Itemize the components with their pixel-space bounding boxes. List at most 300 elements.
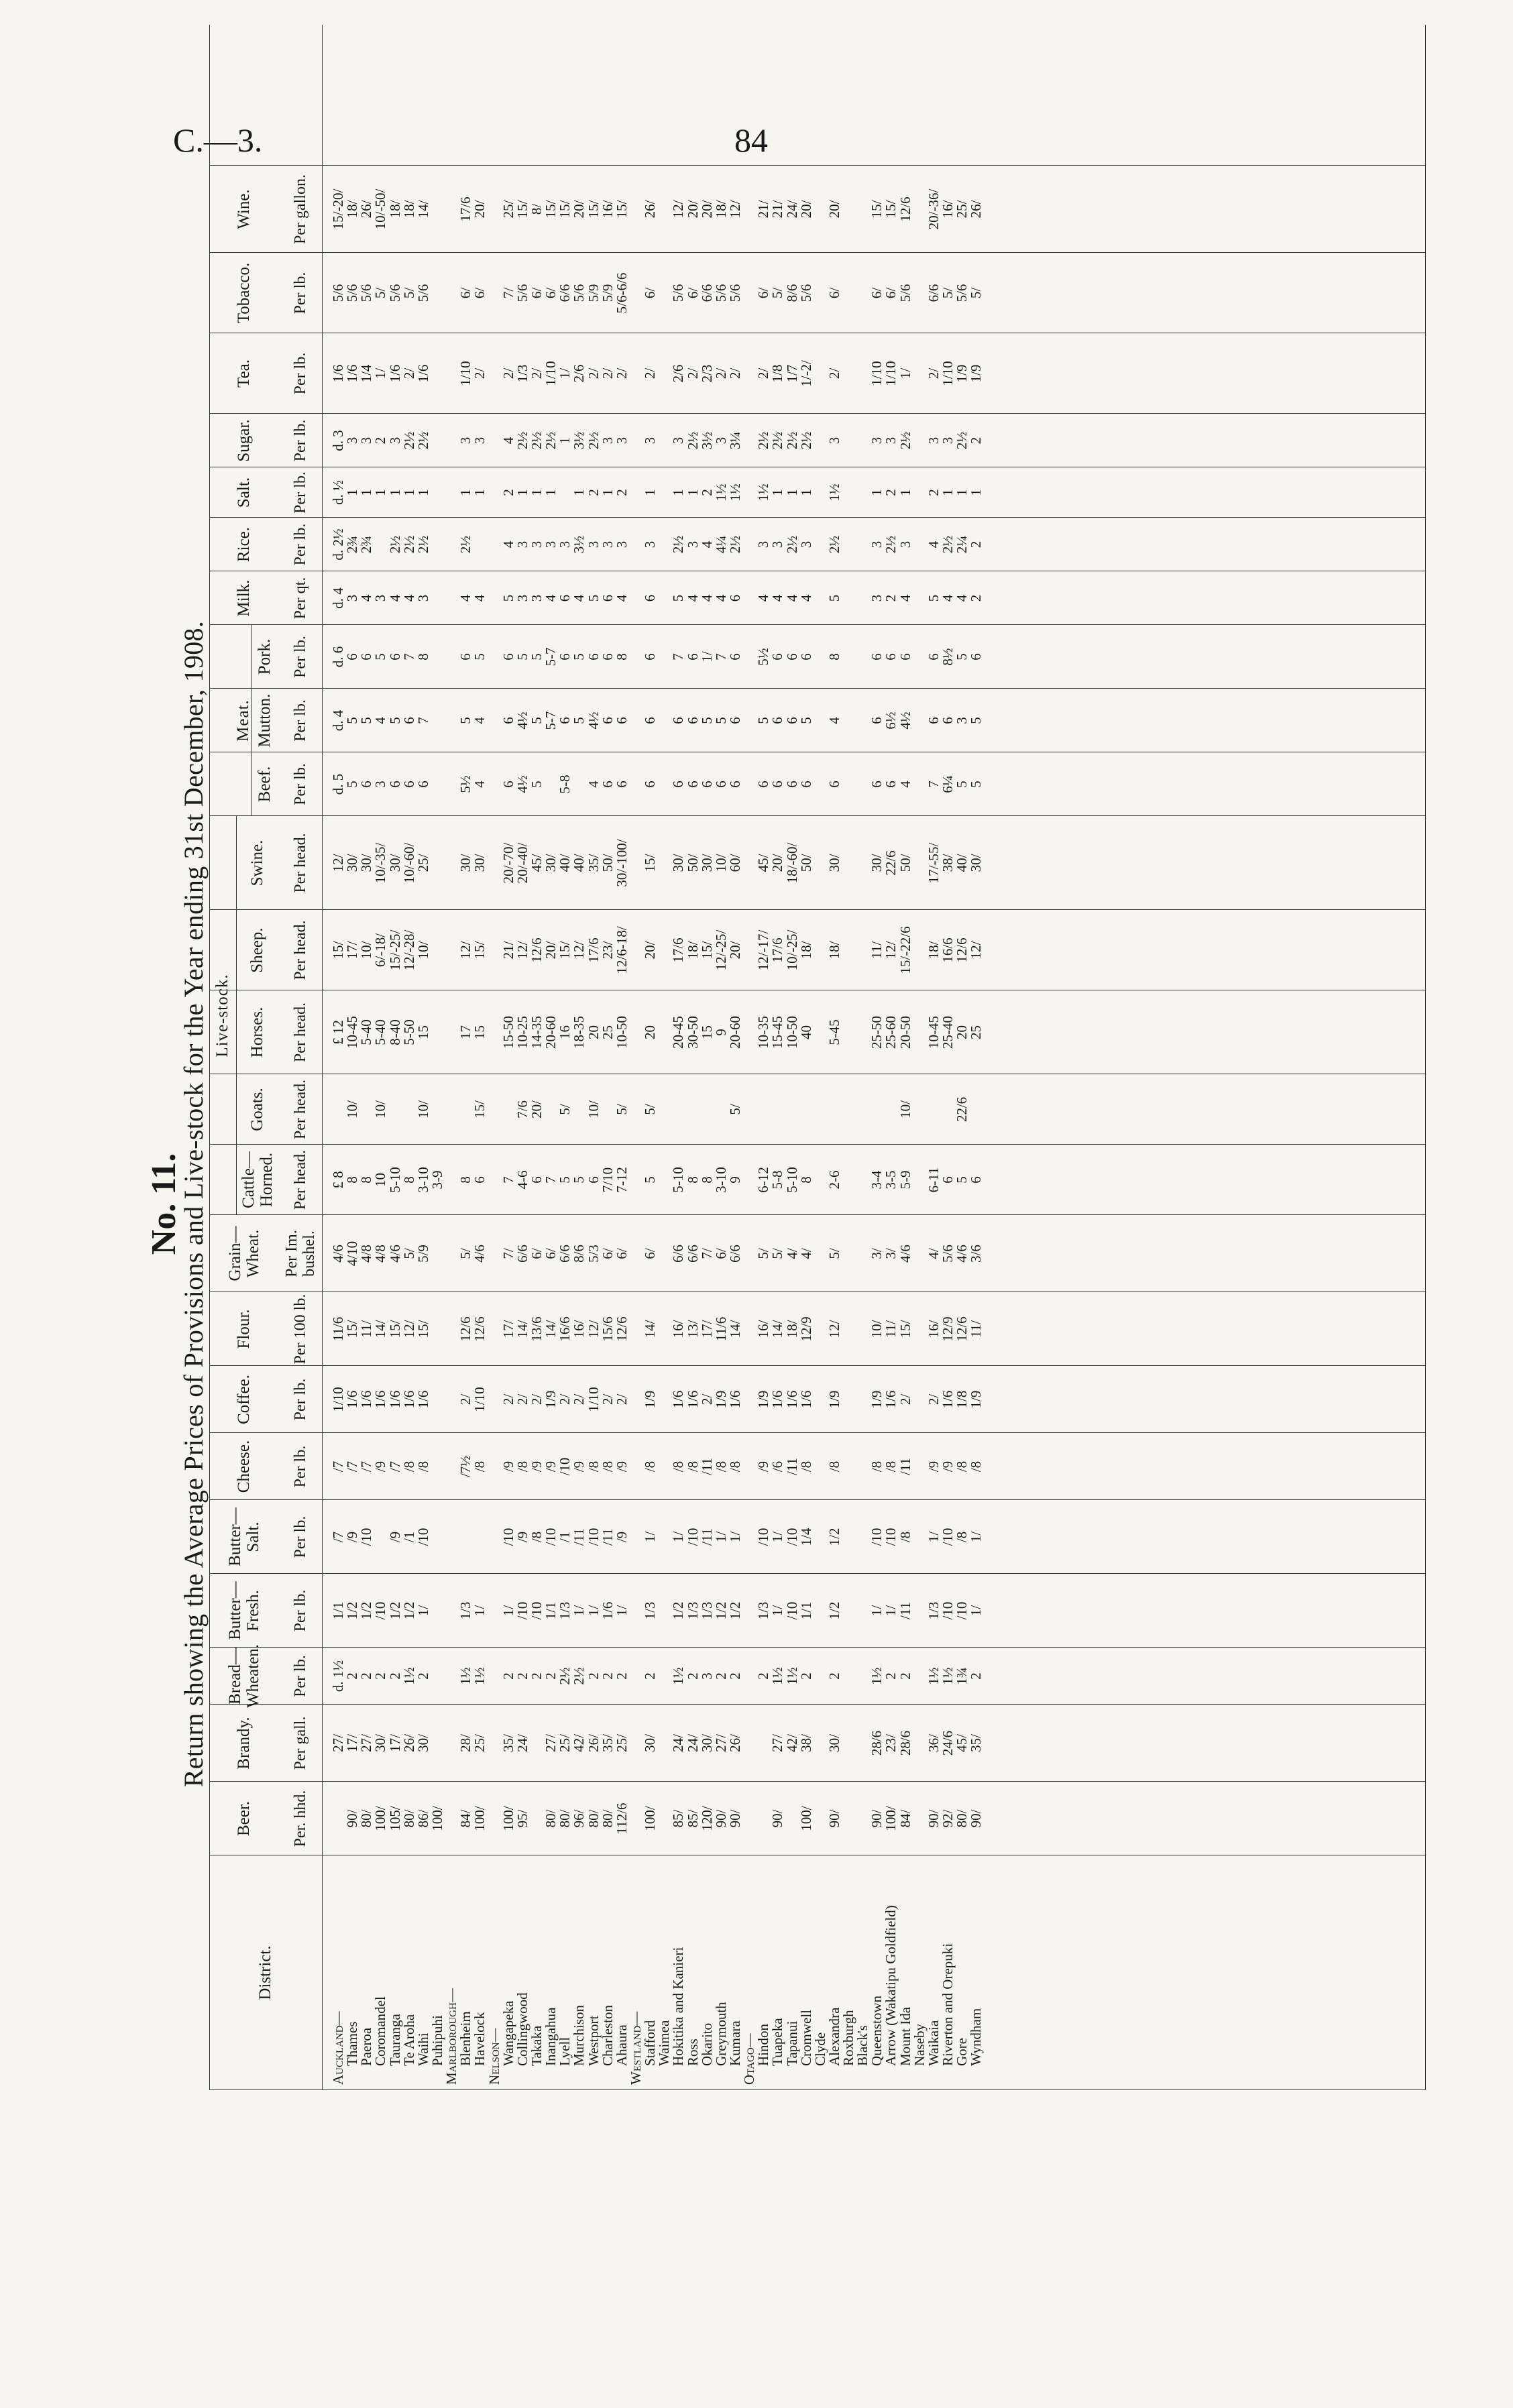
table-cell: 1/ <box>968 1605 985 1617</box>
table-cell: 1/ <box>726 1531 743 1543</box>
table-cell: 20/ <box>769 854 786 872</box>
table-cell: 4/10 <box>344 1241 361 1267</box>
table-cell: /9 <box>755 1460 772 1473</box>
table-cell: 12/ <box>883 941 899 960</box>
table-cell: 1 <box>386 489 403 496</box>
table-cell: 30/ <box>968 854 985 872</box>
table-cell: 18/ <box>826 941 842 960</box>
table-cell: /10 <box>500 1528 516 1546</box>
table-cell: 2 <box>968 594 985 602</box>
table-cell: 2 <box>358 1672 375 1680</box>
table-cell: 11/ <box>868 941 885 960</box>
table-cell: 2/ <box>471 367 488 380</box>
table-cell: 9 <box>726 1176 743 1184</box>
table-cell: 6 <box>968 1176 985 1184</box>
table-cell: 2 <box>883 594 899 602</box>
table-cell: 2/ <box>585 367 602 380</box>
table-cell: 10 <box>372 1173 389 1187</box>
table-cell: 6/ <box>599 1248 616 1259</box>
table-cell: 6 <box>386 781 403 788</box>
column-unit: Per lb. <box>291 352 309 395</box>
table-cell: 12/6-18/ <box>613 926 630 974</box>
table-cell: 6 <box>642 594 659 602</box>
table-cell: 3 <box>471 437 488 445</box>
table-cell: 7/ <box>500 287 516 299</box>
table-cell: /8 <box>528 1531 545 1543</box>
table-cell: 15/ <box>330 941 346 960</box>
table-cell: 2 <box>684 1672 701 1680</box>
table-cell: 6 <box>400 781 417 788</box>
table-cell: 2½ <box>528 431 545 450</box>
table-cell: 1/2 <box>826 1528 842 1546</box>
column-unit: Per head. <box>291 1079 309 1140</box>
table-cell: 4 <box>954 594 970 602</box>
district-name: Puhipuhi <box>429 2015 445 2066</box>
table-cell: 1 <box>783 489 800 496</box>
table-cell: 6/ <box>471 287 488 299</box>
column-header: Beer. <box>235 1800 254 1837</box>
table-cell: 12/6 <box>954 1316 970 1342</box>
table-cell: 5/ <box>755 1248 772 1259</box>
table-cell: /10 <box>868 1528 885 1546</box>
table-cell: /8 <box>471 1460 488 1473</box>
table-cell: 10-45 <box>925 1016 942 1049</box>
table-cell: 5/ <box>613 1104 630 1115</box>
table-cell: 25-60 <box>883 1016 899 1049</box>
table-cell: 5/6 <box>386 284 403 302</box>
column-header: Horses. <box>248 1007 267 1058</box>
table-cell: /11 <box>571 1528 587 1546</box>
region-name: Marlborough— <box>443 1988 460 2085</box>
table-cell: 3-10 <box>712 1167 729 1193</box>
table-cell: 2½ <box>769 431 786 450</box>
table-cell: 35/ <box>968 1734 985 1752</box>
table-cell: 1/6 <box>783 1390 800 1409</box>
table-cell: 1/8 <box>769 364 786 383</box>
table-cell: 2½ <box>585 431 602 450</box>
column-unit: Per lb. <box>291 1655 309 1697</box>
table-cell: /11 <box>698 1528 715 1546</box>
table-cell: 4 <box>797 594 814 602</box>
table-cell: 1 <box>642 489 659 496</box>
column-header: Coffee. <box>235 1375 254 1424</box>
column-header: Grain— Wheat. <box>226 1226 262 1281</box>
table-cell: 7/10 <box>599 1167 616 1193</box>
table-cell: /8 <box>585 1460 602 1473</box>
table-cell: 4 <box>471 781 488 788</box>
table-cell: 2½ <box>670 535 687 554</box>
table-cell: 50/ <box>599 854 616 872</box>
table-cell: 1/9 <box>642 1390 659 1409</box>
table-cell: 6 <box>457 653 474 661</box>
table-cell: 80/ <box>954 1809 970 1828</box>
table-cell: 8½ <box>940 648 956 666</box>
table-cell: 5/ <box>400 1248 417 1259</box>
table-cell: 35/ <box>585 854 602 872</box>
table-cell: 7/6 <box>514 1100 530 1119</box>
table-cell: 3 <box>613 540 630 549</box>
table-cell: 1 <box>954 489 970 496</box>
table-cell: 17/ <box>698 1320 715 1338</box>
table-cell: 1/6 <box>684 1390 701 1409</box>
table-cell: 5 <box>642 1176 659 1184</box>
column-header: Flour. <box>235 1309 254 1349</box>
table-cell: 10/ <box>585 1100 602 1119</box>
table-cell: 28/6 <box>897 1730 913 1756</box>
table-cell: 2 <box>826 1672 842 1680</box>
table-cell: 1½ <box>712 483 729 502</box>
district-name: Thames <box>344 2021 361 2066</box>
table-cell: 20 <box>954 1025 970 1039</box>
table-cell: 5/6 <box>344 284 361 302</box>
table-cell: /8 <box>883 1460 899 1473</box>
table-cell: 6 <box>726 653 743 661</box>
value-column <box>331 333 983 414</box>
table-cell: 24/ <box>670 1734 687 1752</box>
table-cell: 4 <box>457 594 474 602</box>
table-cell: 2 <box>514 1672 530 1680</box>
table-cell: 1/2 <box>826 1601 842 1620</box>
table-cell: 40/ <box>571 854 587 872</box>
table-cell: 22/6 <box>954 1096 970 1123</box>
table-cell: 15/6 <box>599 1316 616 1342</box>
table-cell: 5/ <box>826 1248 842 1259</box>
table-cell: /8 <box>968 1460 985 1473</box>
table-cell: 40/ <box>557 854 573 872</box>
table-cell: 2 <box>500 1672 516 1680</box>
table-cell: 4 <box>372 717 389 724</box>
table-cell: 2½ <box>826 535 842 554</box>
column-header: Tobacco. <box>235 262 254 324</box>
table-cell: 30-50 <box>684 1016 701 1049</box>
column-unit: Per gallon. <box>291 174 309 244</box>
value-column <box>331 625 983 689</box>
table-cell: 10/ <box>897 1100 913 1119</box>
value-column <box>331 1145 983 1215</box>
table-cell: 30/ <box>358 854 375 872</box>
table-cell: 7 <box>414 717 431 724</box>
district-name: Alexandra <box>826 2007 842 2066</box>
table-cell: 4 <box>897 594 913 602</box>
table-cell: 1/ <box>585 1605 602 1617</box>
table-cell: 13/ <box>684 1320 701 1338</box>
table-cell: 3½ <box>571 431 587 450</box>
table-cell: 1 <box>414 489 431 496</box>
table-cell: 1/6 <box>344 364 361 383</box>
table-cell: 2 <box>386 1672 403 1680</box>
table-cell: 5 <box>358 717 375 724</box>
table-cell: 15/ <box>386 1320 403 1338</box>
table-cell: 10/ <box>414 1100 431 1119</box>
district-name: Tuapeka <box>769 2018 786 2066</box>
table-cell: 1/ <box>769 1531 786 1543</box>
table-cell: 1/6 <box>769 1390 786 1409</box>
table-cell: 1 <box>797 489 814 496</box>
table-cell: 8-40 <box>386 1019 403 1045</box>
table-cell: 1 <box>769 489 786 496</box>
table-cell: 3 <box>599 437 616 445</box>
table-cell: 1/ <box>968 1531 985 1543</box>
table-cell: /10 <box>585 1528 602 1546</box>
table-cell: 2½ <box>557 1667 573 1685</box>
table-cell: 2¾ <box>358 535 375 554</box>
table-cell: 30/ <box>826 854 842 872</box>
table-cell: 8 <box>344 1176 361 1184</box>
table-cell: 1/9 <box>968 1390 985 1409</box>
table-cell: 16/6 <box>940 937 956 963</box>
table-cell: 5 <box>372 653 389 661</box>
table-cell: 1 <box>344 489 361 496</box>
table-cell: 3 <box>386 437 403 445</box>
table-cell: 100/ <box>797 1806 814 1831</box>
table-cell: 2 <box>613 1672 630 1680</box>
table-cell: 5-45 <box>826 1019 842 1045</box>
table-cell: 4/ <box>797 1248 814 1259</box>
value-column <box>331 689 983 752</box>
table-cell: 5/ <box>769 287 786 299</box>
table-cell: 17/-55/ <box>925 842 942 884</box>
column-unit: Per head. <box>291 1149 309 1210</box>
table-cell: 28/6 <box>868 1730 885 1756</box>
table-cell: 6 <box>868 781 885 788</box>
table-cell: /8 <box>954 1531 970 1543</box>
district-name: Riverton and Orepuki <box>940 1943 956 2066</box>
table-cell: 6 <box>883 653 899 661</box>
table-cell: 15/-20/ <box>330 188 346 230</box>
table-cell: /10 <box>684 1528 701 1546</box>
table-cell: 20/ <box>698 200 715 219</box>
table-cell: 22/6 <box>883 850 899 876</box>
table-cell: 2/ <box>571 1393 587 1406</box>
table-cell: 6 <box>797 653 814 661</box>
table-cell: 7/ <box>698 1248 715 1259</box>
table-cell: 1/10 <box>543 361 559 386</box>
table-cell: 17/ <box>500 1320 516 1338</box>
table-cell: 90/ <box>726 1809 743 1828</box>
table-cell: 5 <box>954 1176 970 1184</box>
table-cell: 15/ <box>883 200 899 219</box>
table-cell: 20/ <box>826 200 842 219</box>
table-cell: /9 <box>514 1531 530 1543</box>
table-cell: 6/ <box>543 287 559 299</box>
column-unit: Per lb. <box>291 636 309 678</box>
column-header: Goats. <box>248 1088 267 1131</box>
district-name: Murchison <box>571 2005 587 2066</box>
district-name: Naseby <box>911 2024 928 2066</box>
table-cell: 8 <box>698 1176 715 1184</box>
table-cell: 86/ <box>414 1809 431 1828</box>
district-name: Waimea <box>656 2020 673 2066</box>
table-cell: 6 <box>897 653 913 661</box>
table-cell: d. 5 <box>330 773 346 795</box>
table-cell: 3 <box>358 437 375 445</box>
table-cell: 2 <box>883 1672 899 1680</box>
row-rule <box>322 25 323 2090</box>
table-cell: 4 <box>684 594 701 602</box>
table-cell: 6 <box>599 594 616 602</box>
table-cell: 6/6 <box>726 1245 743 1263</box>
table-cell: 25/ <box>500 200 516 219</box>
table-cell: d. 6 <box>330 646 346 668</box>
table-cell: 4 <box>358 594 375 602</box>
table-cell: 15/ <box>344 1320 361 1338</box>
table-cell: 14-35 <box>528 1016 545 1049</box>
table-cell: 4/6 <box>471 1245 488 1263</box>
table-cell: 14/ <box>726 1320 743 1338</box>
table-cell: 3¼ <box>726 431 743 450</box>
table-cell: 5/ <box>968 287 985 299</box>
table-cell: 3/ <box>883 1248 899 1259</box>
table-cell: 2½ <box>783 535 800 554</box>
table-cell: 15 <box>698 1025 715 1039</box>
table-cell: 27/ <box>330 1734 346 1752</box>
table-cell: 5/6 <box>571 284 587 302</box>
table-cell: 2 <box>726 1672 743 1680</box>
column-unit: Per lb. <box>291 1445 309 1488</box>
table-cell: 10/ <box>868 1320 885 1338</box>
table-cell: 1/2 <box>726 1601 743 1620</box>
district-name: Hokitika and Kanieri <box>670 1947 687 2066</box>
table-cell: 16/ <box>925 1320 942 1338</box>
table-cell: /10 <box>414 1528 431 1546</box>
table-cell: 23/ <box>599 941 616 960</box>
table-cell: /11 <box>897 1457 913 1476</box>
table-cell: 1/6 <box>599 1601 616 1620</box>
table-cell: 20-60 <box>726 1016 743 1049</box>
table-cell: 5/6 <box>940 1245 956 1263</box>
table-cell: 18/ <box>344 200 361 219</box>
table-cell: 1 <box>543 489 559 496</box>
table-cell: 20/ <box>528 1100 545 1119</box>
table-cell: 2½ <box>783 431 800 450</box>
table-cell: 14/ <box>769 1320 786 1338</box>
table-cell: 1/ <box>897 367 913 380</box>
table-cell: 24/ <box>684 1734 701 1752</box>
table-cell: 12/ <box>571 941 587 960</box>
table-cell: 1/ <box>471 1605 488 1617</box>
table-cell: 18-35 <box>571 1016 587 1049</box>
table-cell: 2 <box>698 489 715 496</box>
table-cell: 1/10 <box>330 1387 346 1412</box>
table-cell: 15/ <box>471 941 488 960</box>
table-cell: 2½ <box>954 431 970 450</box>
table-cell: 3-5 <box>883 1170 899 1190</box>
table-cell: 5 <box>457 717 474 724</box>
table-cell: 4/ <box>925 1248 942 1259</box>
table-cell: 4 <box>543 594 559 602</box>
column-unit: Per head. <box>291 920 309 980</box>
table-cell: 1/ <box>712 1531 729 1543</box>
table-cell: 3 <box>528 540 545 549</box>
table-cell: 5 <box>471 653 488 661</box>
table-cell: 20/-36/ <box>925 188 942 230</box>
table-cell: 6 <box>585 653 602 661</box>
table-cell: 5 <box>968 717 985 724</box>
table-cell: 7 <box>543 1176 559 1184</box>
table-cell: 5/ <box>940 287 956 299</box>
table-cell: 12/6 <box>897 196 913 222</box>
table-cell: 16/6 <box>557 1316 573 1342</box>
table-cell: 3 <box>868 594 885 602</box>
table-cell: 6 <box>783 717 800 724</box>
table-cell: 5 <box>585 594 602 602</box>
table-cell: 1/3 <box>925 1601 942 1620</box>
table-cell: 17/ <box>386 1734 403 1752</box>
table-cell: 3 <box>925 437 942 445</box>
table-cell: 6 <box>642 653 659 661</box>
value-column <box>331 990 983 1074</box>
table-cell: 10/-50/ <box>372 188 389 230</box>
table-cell: 4/6 <box>386 1245 403 1263</box>
table-cell: 6/ <box>868 287 885 299</box>
table-cell: 5 <box>755 717 772 724</box>
table-cell: /1 <box>400 1531 417 1543</box>
table-cell: 30/ <box>826 1734 842 1752</box>
district-name: Black's <box>854 2025 871 2066</box>
meat-group-header: Meat. <box>233 699 252 742</box>
table-cell: d. ½ <box>330 480 346 505</box>
table-cell: 12/-17/ <box>755 929 772 971</box>
table-cell: 5 <box>954 781 970 788</box>
table-cell: 6 <box>670 781 687 788</box>
table-cell: 5½ <box>457 775 474 793</box>
table-cell: 1/10 <box>883 361 899 386</box>
table-cell: 4 <box>769 594 786 602</box>
table-cell: 1/6 <box>414 364 431 383</box>
table-cell: 1/2 <box>400 1601 417 1620</box>
table-cell: 1½ <box>769 1667 786 1685</box>
column-header: Butter— Salt. <box>226 1507 262 1566</box>
table-cell: 17/6 <box>585 937 602 963</box>
table-cell: 5/6 <box>954 284 970 302</box>
table-cell: 5/6 <box>797 284 814 302</box>
table-cell: 6 <box>344 653 361 661</box>
table-cell: 1/4 <box>797 1528 814 1546</box>
table-cell: 17 <box>457 1025 474 1039</box>
table-cell: 85/ <box>684 1809 701 1828</box>
table-cell: 6/6 <box>684 1245 701 1263</box>
table-cell: 5/3 <box>585 1245 602 1263</box>
table-cell: 4/6 <box>330 1245 346 1263</box>
table-cell: 1 <box>557 437 573 445</box>
table-cell: 6-12 <box>755 1167 772 1193</box>
table-cell: 5/ <box>769 1248 786 1259</box>
table-cell: 1/ <box>925 1531 942 1543</box>
table-cell: 80/ <box>557 1809 573 1828</box>
table-cell: 90/ <box>968 1809 985 1828</box>
table-cell: 2 <box>372 1672 389 1680</box>
table-cell: 30/ <box>471 854 488 872</box>
table-cell: 1 <box>471 489 488 496</box>
table-cell: 5-7 <box>543 711 559 730</box>
table-cell: 3 <box>883 437 899 445</box>
table-cell: 5½ <box>755 648 772 666</box>
table-cell: 20-45 <box>670 1016 687 1049</box>
table-cell: 2/ <box>528 367 545 380</box>
table-cell: 105/ <box>386 1806 403 1831</box>
table-cell: 20/ <box>726 941 743 960</box>
table-cell: 18/ <box>684 941 701 960</box>
district-name: Mount Ida <box>897 2006 913 2066</box>
table-cell: 2/ <box>500 367 516 380</box>
district-name: Waihi <box>414 2032 431 2066</box>
table-cell: 1/4 <box>358 364 375 383</box>
column-header: Beef. <box>256 766 274 803</box>
table-cell: 40 <box>797 1025 814 1039</box>
table-cell: 1/ <box>642 1531 659 1543</box>
column-header: Milk. <box>235 579 254 617</box>
table-cell: 7 <box>670 653 687 661</box>
